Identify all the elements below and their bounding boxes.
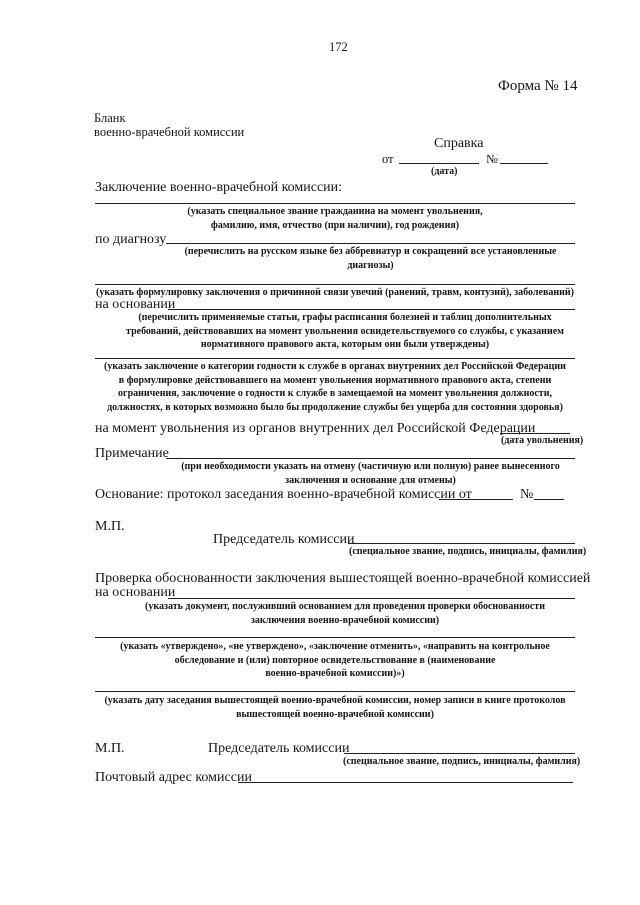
chairman-2-label: Председатель комиссии — [208, 741, 350, 756]
certificate-number-field[interactable] — [500, 163, 548, 164]
note-field[interactable] — [166, 458, 575, 459]
form-label: Форма № 14 — [498, 78, 578, 94]
basis-label: на основании — [95, 297, 176, 312]
causal-field[interactable] — [95, 284, 575, 285]
rank-field[interactable] — [95, 203, 575, 204]
caption-document: (указать документ, послуживший основанием для проведения проверки обоснованности заключения военно-врачебной комиссии) — [145, 601, 545, 626]
certificate-number-label: № — [486, 152, 498, 166]
decision-field[interactable] — [95, 637, 575, 638]
caption-decision: (указать «утверждено», «не утверждено», «заключение отменить», «направить на контрольное обследование и (или) повторное освидетельствование в (наименование военно-врачебной комиссии)») — [120, 641, 550, 679]
postal-address-field[interactable] — [238, 782, 573, 783]
dismissal-date-field[interactable] — [500, 433, 570, 434]
blank-line-2: военно-врачебной комиссии — [94, 125, 245, 139]
review-heading: Проверка обоснованности заключения вышестоящей военно-врачебной комиссией — [95, 571, 591, 586]
blank-line-1: Бланк — [94, 111, 126, 125]
caption-diagnosis: (перечислить на русском языке без аббревиатур и сокращений все установленные диагнозы) — [184, 246, 557, 271]
stamp-1: М.П. — [95, 519, 125, 534]
protocol-number-label: № — [520, 487, 534, 502]
page-number: 172 — [329, 40, 348, 54]
note-label: Примечание — [95, 446, 169, 461]
chairman-2-caption: (специальное звание, подпись, инициалы, фамилия) — [343, 756, 581, 767]
category-field[interactable] — [95, 358, 575, 359]
postal-label: Почтовый адрес комиссии — [95, 770, 252, 785]
diagnosis-field[interactable] — [166, 243, 575, 244]
certificate-date-caption: (дата) — [431, 166, 458, 177]
dismissal-caption: (дата увольнения) — [501, 435, 584, 446]
caption-category: (указать заключение о категории годности к службе в органах внутренних дел Российской Федерации в формулировке действовавшего на момент увольнения нормативного правового акта, степени ограничения, заключение о годности к службе в замещаемой на момент увольнения должности, должностях, в которых возможно было бы продолжение службы без ущерба для состояния здоровья) — [104, 361, 566, 413]
protocol-number-field[interactable] — [534, 499, 564, 500]
caption-articles: (перечислить применяемые статьи, графы расписания болезней и таблиц дополнительных требований, действовавших на момент увольнения освидетельствуемого со службы, с указанием нормативного правового акта, которым они были утверждены) — [126, 312, 564, 350]
caption-rank: (указать специальное звание гражданина на момент увольнения, фамилию, имя, отчество (при наличии), год рождения) — [187, 206, 483, 231]
certificate-title: Справка — [434, 136, 484, 151]
review-basis-label: на основании — [95, 585, 176, 600]
chairman-1-label: Председатель комиссии — [213, 532, 355, 547]
chairman-1-signature-field[interactable] — [348, 543, 575, 544]
meeting-field[interactable] — [95, 691, 575, 692]
chairman-1-caption: (специальное звание, подпись, инициалы, фамилия) — [349, 546, 587, 557]
certificate-from-label: от — [382, 152, 394, 166]
diagnosis-label: по диагнозу — [95, 232, 167, 247]
protocol-date-field[interactable] — [439, 499, 513, 500]
review-basis-field[interactable] — [168, 598, 575, 599]
protocol-basis-text: Основание: протокол заседания военно-врачебной комиссии от — [95, 487, 472, 502]
certificate-date-field[interactable] — [399, 163, 479, 164]
dismissal-label: на момент увольнения из органов внутренних дел Российской Федерации — [95, 421, 536, 436]
chairman-2-signature-field[interactable] — [344, 753, 575, 754]
conclusion-heading: Заключение военно-врачебной комиссии: — [95, 180, 343, 195]
basis-field[interactable] — [168, 309, 575, 310]
caption-meeting: (указать дату заседания вышестоящей военно-врачебной комиссии, номер записи в книге протоколов вышестоящей военно-врачебной комиссии) — [104, 695, 566, 720]
caption-causal: (указать формулировку заключения о причинной связи увечий (ранений, травм, контузий), заболеваний) — [96, 287, 574, 298]
caption-note: (при необходимости указать на отмену (частичную или полную) ранее вынесенного заключения и основание для отмены) — [181, 461, 560, 486]
stamp-2: М.П. — [95, 741, 125, 756]
